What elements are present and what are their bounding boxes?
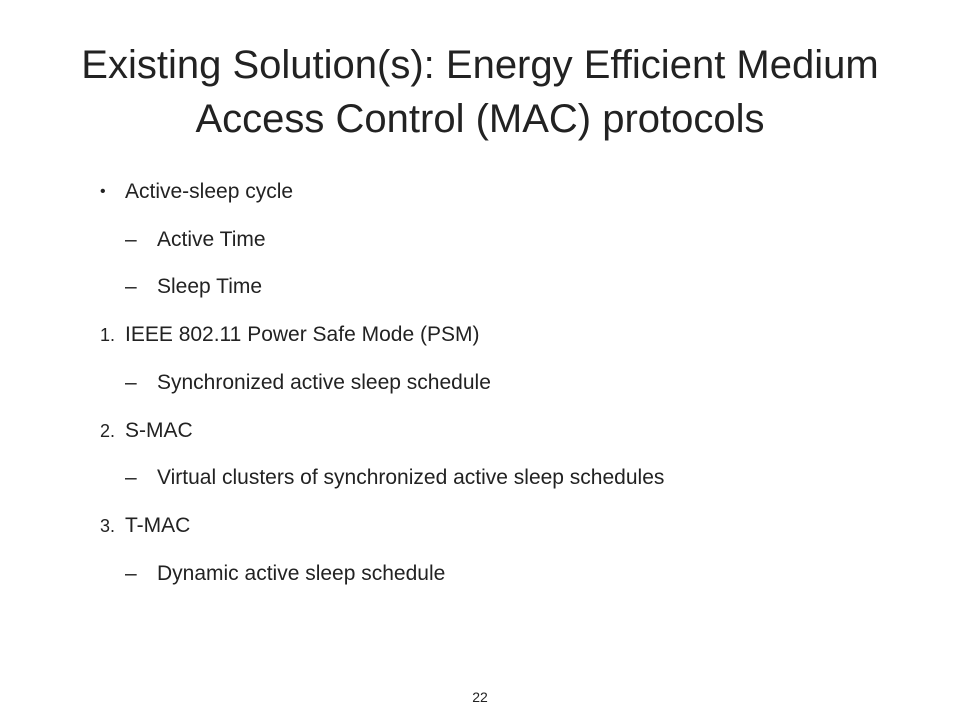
numbered-item-text: S-MAC [125, 419, 193, 442]
dash-marker: – [125, 228, 137, 251]
number-marker: 2. [100, 421, 116, 441]
sub-item-text: Virtual clusters of synchronized active sleep schedules [157, 466, 665, 489]
dash-marker: – [125, 466, 137, 489]
sub-item-text: Synchronized active sleep schedule [157, 371, 491, 394]
page-number: 22 [472, 689, 488, 705]
numbered-item-text: IEEE 802.11 Power Safe Mode (PSM) [125, 323, 480, 346]
list-item-text: Active-sleep cycle [125, 180, 294, 203]
numbered-item-text: T-MAC [125, 514, 191, 537]
sub-item-text: Active Time [157, 228, 266, 251]
bullet-marker: • [100, 183, 106, 200]
sub-item-text: Dynamic active sleep schedule [157, 562, 446, 585]
sub-item-text: Sleep Time [157, 275, 263, 298]
dash-marker: – [125, 371, 137, 394]
slide-title-line-2: Access Control (MAC) protocols [195, 97, 765, 141]
dash-marker: – [125, 275, 137, 298]
slide-title-line-1: Existing Solution(s): Energy Efficient Medium [81, 43, 879, 87]
number-marker: 3. [100, 516, 116, 536]
dash-marker: – [125, 562, 137, 585]
number-marker: 1. [100, 325, 116, 345]
